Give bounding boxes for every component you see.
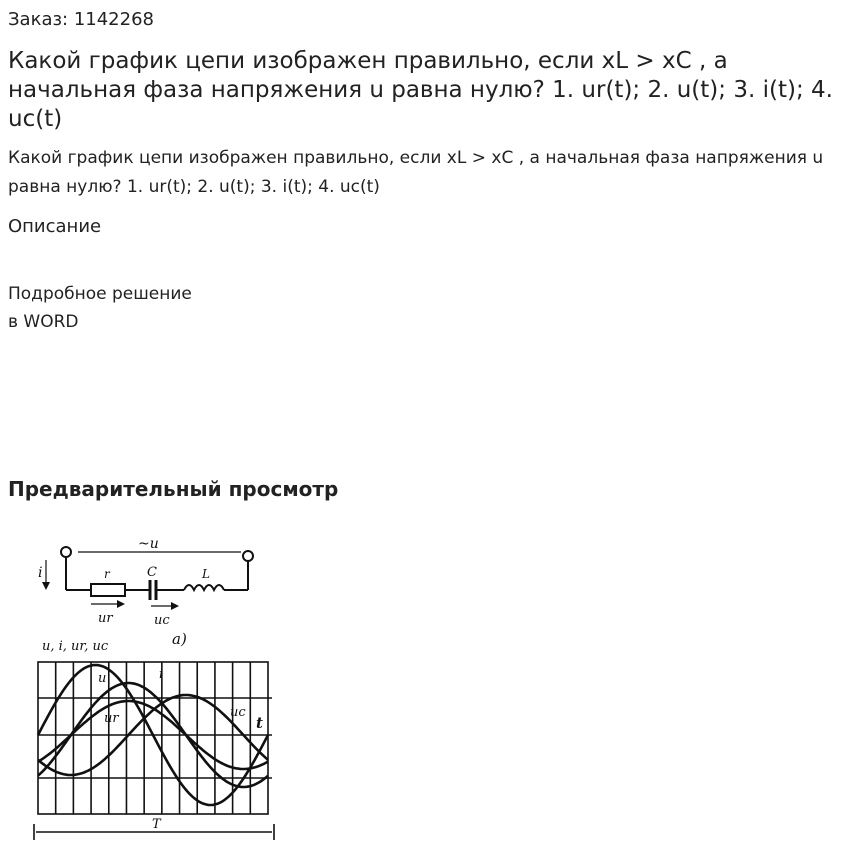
current-label: i — [38, 565, 43, 581]
terminal-right — [243, 551, 253, 561]
task-title: Какой график цепи изображен правильно, если xL > xC , а начальная фаза напряжения u равна нулю? 1. ur(t); 2. u(t); 3. i(t); 4. uc(t) — [8, 48, 833, 132]
ur-curve-label: ur — [104, 711, 119, 726]
uc-curve-label: uc — [230, 705, 246, 720]
resistor — [91, 584, 125, 596]
order-number: Заказ: 1142268 — [8, 9, 154, 30]
task-text: Какой график цепи изображен правильно, если xL > xC , а начальная фаза напряжения u равна нулю? 1. ur(t); 2. u(t); 3. i(t); 4. uc(t) — [8, 148, 824, 197]
uc-label: uc — [154, 613, 170, 628]
ur-label: ur — [98, 611, 113, 626]
source-label: ~u — [138, 536, 159, 552]
t-label: t — [256, 714, 263, 732]
u-curve-label: u — [98, 671, 107, 686]
period-label: T — [152, 817, 161, 832]
description-heading[interactable]: Описание — [8, 216, 102, 237]
circuit-diagram — [26, 532, 296, 852]
capacitor-label: C — [147, 565, 157, 580]
axis-label: u, i, ur, uc — [42, 639, 109, 654]
inductor-coil — [184, 585, 224, 590]
solution-line-1: Подробное решение — [8, 284, 192, 304]
solution-note — [8, 280, 192, 336]
terminal-left — [61, 547, 71, 557]
preview-heading: Предварительный просмотр — [8, 477, 339, 501]
panel-label: a) — [172, 630, 187, 648]
i-curve-label: i — [159, 667, 164, 682]
resistor-label: r — [104, 567, 110, 581]
inductor-label: L — [202, 567, 210, 581]
solution-line-2: в WORD — [8, 312, 79, 332]
preview-image — [26, 532, 296, 852]
